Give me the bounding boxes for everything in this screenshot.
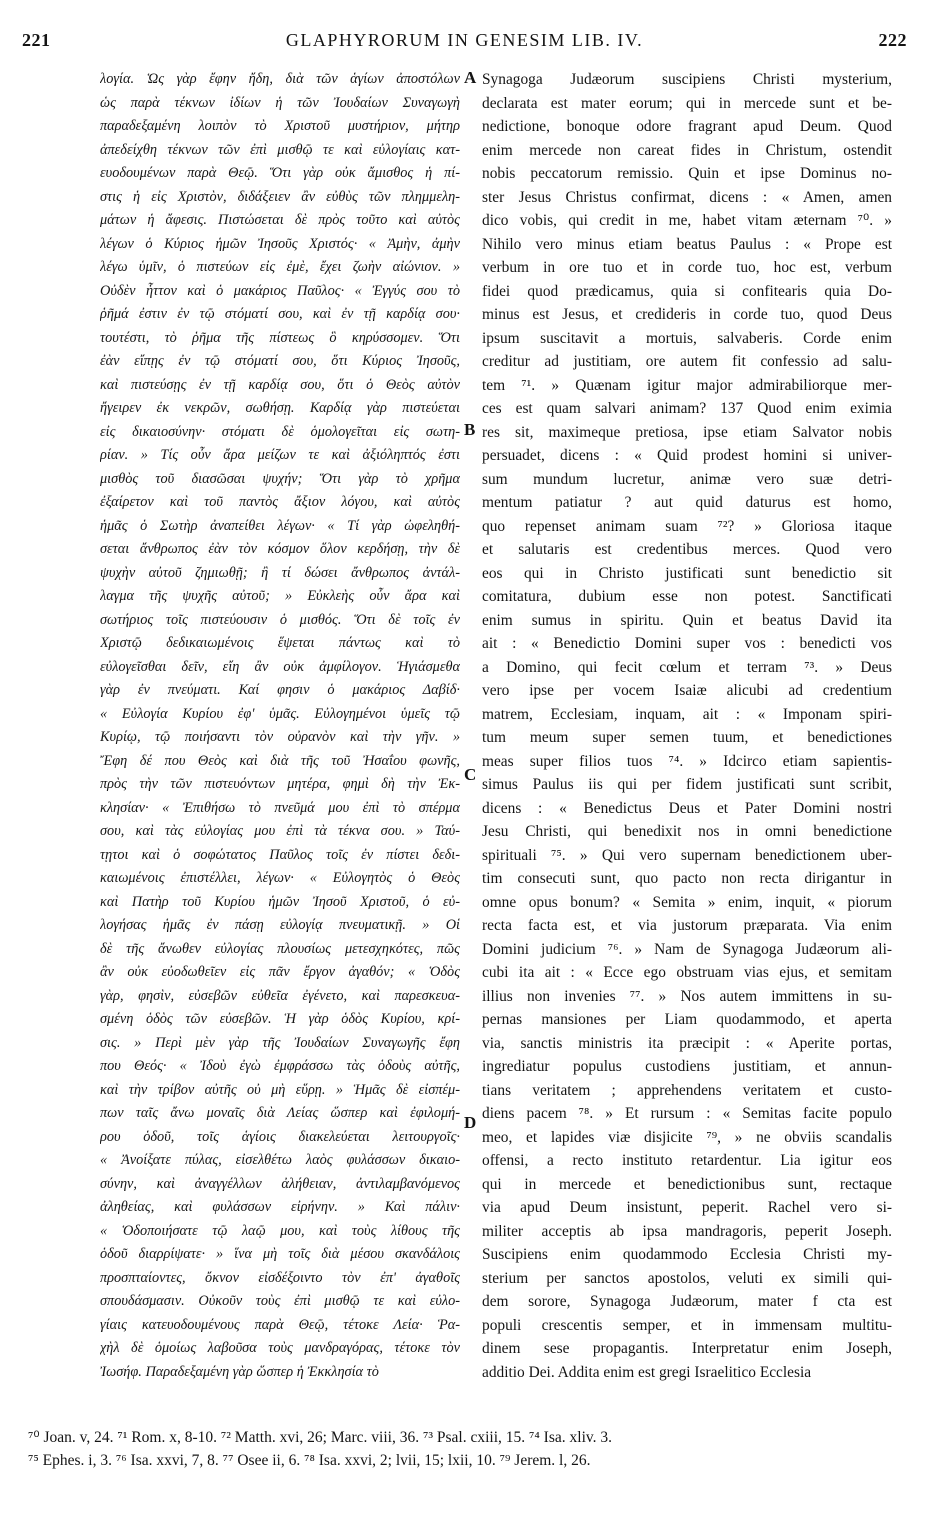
greek-line: ἀληθείας, καὶ φυλάσσων εἰρήνην. » Καὶ πάλιν·	[100, 1199, 460, 1215]
latin-line: nedictione, bonoque odore fragrant apud Deum. Quod	[482, 118, 892, 135]
margin-letter-c: C	[464, 765, 477, 784]
latin-line: pernas mansiones per Liam quodammodo, et aperta	[482, 1011, 892, 1028]
latin-line: offensi, a recto instituto retardentur. Lia igitur eos	[482, 1152, 892, 1169]
greek-line: σύνην, καὶ ἀναγγέλλων ἀλήθειαν, ἀντιλαμβανόμενος	[100, 1175, 460, 1192]
margin-letter-a: A	[464, 68, 477, 87]
greek-line: ῥῆμά ἐστιν ἐν τῷ στόματί σου, καὶ ἐν τῇ καρδίᾳ σου·	[100, 306, 460, 322]
latin-line: dico vobis, qui credit in me, habet vitam æternam ⁷⁰. »	[482, 212, 892, 229]
greek-line: λογία. Ὡς γὰρ ἔφην ἤδη, διὰ τῶν ἁγίων ἀποστόλων	[100, 71, 460, 87]
latin-line: ster Jesus Christus confirmat, dicens : « Amen, amen	[482, 188, 892, 206]
latin-line: spirituali ⁷⁵. » Qui vero supernam benedictionem uber-	[482, 846, 892, 864]
greek-line: Ἰωσήφ. Παραδεξαμένη γὰρ ὥσπερ ἡ Ἐκκλησία τὸ	[100, 1363, 379, 1380]
greek-line: ρίαν. » Τίς οὖν ἄρα μείζων τε καὶ ἀξιόληπτός ἐστι	[100, 447, 460, 463]
greek-line: « Ὁδοποιήσατε τῷ λαῷ μου, καὶ τοὺς λίθους τῆς	[100, 1222, 460, 1239]
latin-line: sum mundum lucretur, animæ vero suæ detri-	[482, 470, 892, 488]
latin-line: dinem sese propagantis. Interpretatur enim Joseph,	[482, 1340, 892, 1357]
greek-line: τῃτοι καὶ ὁ σοφώτατος Παῦλος τοῖς ἐν πίστει δεδι-	[100, 846, 460, 863]
greek-line: που Θεός· « Ἰδοὺ ἐγὼ ἐμφράσσω τὰς ὁδοὺς αὐτῆς,	[100, 1058, 460, 1074]
latin-line: dicens : « Benedictus Deus et Pater Domini nostri	[482, 799, 892, 817]
greek-line: Κυρίῳ, τῷ ποιήσαντι τὸν οὐρανὸν καὶ τὴν γῆν. »	[100, 729, 460, 745]
latin-line: illius non invenies ⁷⁷. » Nos autem immittens in su-	[482, 987, 892, 1005]
latin-line: fidei quod prædicamus, quia si confitearis quia Do-	[482, 282, 892, 300]
latin-line: Synagoga Judæorum suscipiens Christi mysterium,	[482, 71, 892, 88]
greek-line: σπουδάσμασιν. Οὐκοῦν τοὺς ἐπὶ μισθῷ τε καὶ εὐλο-	[100, 1293, 460, 1309]
latin-line: ingrediatur populus custodiens justitiam, et annun-	[482, 1058, 892, 1075]
latin-line: diens pacem ⁷⁸. » Et rursum : « Semitas facite populo	[482, 1105, 892, 1122]
latin-line: recta facta est, et via justorum præparata. Via enim	[482, 917, 892, 934]
latin-line: declarata est mater eorum; qui in mercede sunt et be-	[482, 94, 892, 112]
greek-line: εὐλογεῖσθαι δεῖν, εἴη ἂν οὐκ ἀμφίλογον. Ἡγιάσμεθα	[100, 658, 460, 675]
greek-line: λογήσας ἡμᾶς ἐν πάσῃ εὐλογίᾳ πνευματικῇ. » Οἱ	[100, 917, 460, 933]
latin-line: tians veritatem ; apprehendens veritatem et custo-	[482, 1081, 892, 1099]
latin-line: Nihilo vero minus etiam beatus Paulus : « Prope est	[482, 235, 892, 253]
latin-line: vero ipse per vocem Isaiæ alicubi ad credentium	[482, 682, 892, 699]
greek-line: Οὐδὲν ἧττον καὶ ὁ μακάριος Παῦλος· « Ἐγγύς σου τὸ	[100, 282, 460, 299]
latin-line: eos qui in Christo justificati sunt benedictio sit	[482, 564, 892, 582]
greek-line: καὶ τὴν τρίβον αὐτῆς οὐ μὴ εὕρῃ. » Ἡμᾶς δὲ εἰσπέμ-	[100, 1081, 460, 1098]
latin-line: creditur ad justitiam, ore autem fit confessio ad salu-	[482, 353, 892, 370]
greek-line: λέγων ὁ Κύριος ἡμῶν Ἰησοῦς Χριστός· « Ἀμὴν, ἀμὴν	[100, 235, 460, 252]
margin-letter-d: D	[464, 1113, 477, 1132]
latin-line: res sit, maximeque pretiosa, ipse etiam Salvator nobis	[482, 423, 892, 441]
latin-line: nobis peccatorum remissio. Quin et ipse Dominus no-	[482, 165, 892, 182]
greek-column	[100, 68, 460, 1384]
running-title: GLAPHYRORUM IN GENESIM LIB. IV.	[285, 30, 644, 50]
latin-line: enim mercede non careat fides in Christum, ostendit	[482, 141, 892, 159]
latin-line: enim sumus in spiritu. Quin et beatus David ita	[482, 611, 892, 629]
latin-line: ipsum suscitavit a mortuis, salvaberis. Corde enim	[482, 329, 892, 347]
latin-line: Suscipiens enim quodammodo Ecclesia Christi my-	[482, 1246, 892, 1263]
greek-line: μάτων ἡ ἄφεσις. Πιστώσεται δὲ πρὸς τοῦτο καὶ αὐτὸς	[100, 212, 460, 228]
latin-line: ait : « Benedictio Domini super vos : benedicti vos	[482, 635, 892, 652]
greek-line: λαγμα τῆς ψυχῆς αὐτοῦ; » Εὐκλεὴς οὖν ἄρα καὶ	[100, 588, 460, 604]
running-header	[22, 30, 907, 58]
greek-line: στις ἡ εἰς Χριστὸν, διδάξειεν ἂν εὐθὺς τῶν πλημμελη-	[100, 188, 460, 205]
latin-line: qui in mercede et benedictionibus sunt, rectaque	[482, 1175, 892, 1193]
greek-line: γὰρ ἐν πνεύματι. Καί φησιν ὁ μακάριος Δαβίδ·	[100, 682, 460, 698]
greek-line: καὶ πιστεύσῃς ἐν τῇ καρδίᾳ σου, ὅτι ὁ Θεὸς αὐτὸν	[100, 376, 460, 393]
greek-line: « Εὐλογία Κυρίου ἐφ' ὑμᾶς. Εὐλογημένοι ὑμεῖς τῷ	[100, 705, 460, 722]
latin-line: tum meum super semen tuum, et benedictiones	[482, 729, 892, 746]
greek-line: ὁδοῦ διαρρίψατε· » ἵνα μὴ τοῖς διὰ μέσου σκανδάλοις	[100, 1246, 460, 1262]
greek-line: ἡμᾶς ὁ Σωτὴρ ἀναπείθει λέγων· « Τί γὰρ ὠφεληθή-	[100, 517, 460, 534]
latin-line: comitatura, dubium esse non potest. Sanctificati	[482, 588, 892, 605]
greek-line: ἐξαίρετον καὶ τοῦ παντὸς ἄξιον λόγου, καὶ αὐτὸς	[100, 494, 460, 510]
greek-line: ὡς παρὰ τέκνων ἰδίων ἡ τῶν Ἰουδαίων Συναγωγὴ	[100, 94, 460, 111]
latin-line: et salutaris est credentibus merces. Quod vero	[482, 541, 892, 558]
greek-line: γίαις κατευοδουμένους παρὰ Θεῷ, τέτοκε Λεία· Ῥα-	[100, 1316, 460, 1333]
latin-line: minus est Jesus, et credideris in corde tuo, quod Deus	[482, 306, 892, 323]
latin-line: via apud Deum insistunt, peperit. Rachel vero si-	[482, 1199, 892, 1216]
greek-line: ευοδουμένων παρὰ Θεῷ. Ὅτι γὰρ οὐκ ἄμισθος ἡ πί-	[100, 165, 460, 181]
greek-line: ψυχὴν αὐτοῦ ζημιωθῇ; ἢ τί δώσει ἄνθρωπος ἀντάλ-	[100, 564, 460, 581]
latin-line: omne opus bonum? « Semita » enim, inquit, « piorum	[482, 893, 892, 911]
footnotes-line-1: ⁷⁰ Joan. v, 24. ⁷¹ Rom. x, 8-10. ⁷² Matth. xvi, 26; Marc. viii, 36. ⁷³ Psal. cxiii, 15. ⁷⁴ Isa. xliv. 3.	[28, 1429, 612, 1446]
page-number-left: 221	[22, 30, 51, 50]
greek-line: γὰρ, φησὶν, εὐσεβῶν εὐθεῖα ἐγένετο, καὶ παρεσκευα-	[100, 987, 460, 1004]
greek-line: λέγω ὑμῖν, ὁ πιστεύων εἰς ἐμὲ, ἔχει ζωὴν αἰώνιον. »	[100, 259, 460, 275]
latin-line: meo, et lapides viæ disjicite ⁷⁹, » ne obviis scandalis	[482, 1128, 892, 1146]
greek-line: σις. » Περὶ μὲν γὰρ τῆς Ἰουδαίων Συναγωγῆς ἔφη	[100, 1034, 460, 1051]
latin-line: dem sorore, Synagoga Judæorum, mater f cta est	[482, 1293, 892, 1310]
margin-letter-b: B	[464, 420, 476, 439]
greek-line: ἐὰν εἴπῃς ἐν τῷ στόματί σου, ὅτι Κύριος Ἰησοῦς,	[100, 353, 460, 369]
greek-line: πρὸς τὴν τῶν πιστευόντων μητέρα, φημὶ δὴ τὴν Ἐκ-	[100, 776, 460, 792]
latin-line: populi crescentis semper, et in immensam multitu-	[482, 1316, 892, 1334]
latin-line: via, sanctis ministris ita præcipit : « Aperite portas,	[482, 1034, 892, 1052]
latin-line: simus Paulus iis qui per fidem justificati sunt scribit,	[482, 776, 892, 793]
greek-line: ἂν οὐκ εὐοδωθεῖεν εἰς πᾶν ἔργον ἀγαθόν; « Ὁδὸς	[100, 964, 460, 980]
greek-line: δὲ τῆς ἄνωθεν εὐλογίας πλουσίως μετεσχηκότες, πῶς	[100, 940, 460, 957]
greek-line: εἰς δικαιοσύνην· στόματι δὲ ὁμολογεῖται εἰς σωτη-	[100, 423, 460, 440]
page-number-right: 222	[878, 30, 907, 50]
greek-line: τουτέστι, τὸ ῥῆμα τῆς πίστεως ὃ κηρύσσομεν. Ὅτι	[100, 329, 460, 346]
greek-line: χὴλ δὲ ὁμοίως λαβοῦσα τοὺς μανδραγόρας, τέτοκε τὸν	[100, 1340, 460, 1356]
latin-line: militer acceptis ab ipsa mandragoris, peperit Joseph.	[482, 1222, 892, 1240]
latin-line: tem ⁷¹. » Quænam igitur major admirabiliorque mer-	[482, 376, 892, 394]
greek-line: καιωμένοις ἐπιστέλλει, λέγων· « Εὐλογητὸς ὁ Θεὸς	[100, 870, 460, 886]
latin-line: cubi ita ait : « Ecce ego obstruam vias ejus, et semitam	[482, 964, 892, 981]
greek-line: πων ταῖς ἄνω μοναῖς διὰ Λείας ὥσπερ καὶ ἐφιλομή-	[100, 1105, 460, 1121]
greek-line: μισθὸς τοῦ διασῶσαι ψυχήν; Ὅτι γὰρ τὸ χρῆμα	[100, 470, 460, 487]
greek-line: προσπταίοντες, ὄκνον εἰσδέξοιντο τὸν ἐπ' ἀγαθοῖς	[100, 1269, 460, 1286]
latin-line: additio Dei. Addita enim est gregi Israelitico Ecclesia	[482, 1363, 812, 1381]
latin-line: Jesu Christi, qui benedixit nos in omni benedictione	[482, 823, 892, 840]
greek-line: καὶ Πατὴρ τοῦ Κυρίου ἡμῶν Ἰησοῦ Χριστοῦ, ὁ εὐ-	[100, 893, 460, 910]
greek-line: Χριστῷ δεδικαιωμένοις ἕψεται πάντως καὶ τὸ	[100, 635, 460, 651]
greek-line: ἀπεδείχθη τέκνων τῶν ἐπὶ μισθῷ τε καὶ εὐλογίαις κατ-	[100, 141, 460, 158]
latin-line: matrem, Ecclesiam, inquam, ait : « Imponam spiri-	[482, 705, 892, 723]
latin-line: sterium per sanctos apostolos, veluti ex simili qui-	[482, 1269, 892, 1287]
latin-column	[482, 68, 892, 1384]
latin-line: Domini judicium ⁷⁶. » Nam de Synagoga Judæorum ali-	[482, 940, 892, 958]
greek-line: παραδεξαμένη λοιπὸν τὸ Χριστοῦ μυστήριον, μήτηρ	[100, 118, 460, 134]
latin-line: meas super filios tuos ⁷⁴. » Idcirco etiam sapientis-	[482, 752, 892, 770]
greek-line: κλησίαν· « Ἐπιθήσω τὸ πνεῦμά μου ἐπὶ τὸ σπέρμα	[100, 799, 460, 816]
greek-line: σωτήριος τοῖς πιστεύουσιν ὁ μισθός. Ὅτι δὲ τοῖς ἐν	[100, 611, 460, 628]
latin-line: tim consecuti sunt, quo pacto non recta dirigantur in	[482, 870, 892, 887]
latin-line: a Domino, qui fecit cœlum et terram ⁷³. » Deus	[482, 658, 892, 676]
latin-line: mentum patiatur ? aut quid daturus est homo,	[482, 494, 892, 511]
greek-line: σμένη ὁδὸς τῶν εὐσεβῶν. Ἡ γὰρ ὁδὸς Κυρίου, κρί-	[100, 1011, 460, 1027]
footnotes-line-2: ⁷⁵ Ephes. i, 3. ⁷⁶ Isa. xxvi, 7, 8. ⁷⁷ Osee ii, 6. ⁷⁸ Isa. xxvi, 2; lvii, 15; lxii, 10. ⁷⁹ Jerem. l, 26.	[28, 1452, 591, 1469]
greek-line: ρου ὁδοῦ, τοῖς ἁγίοις διακελεύεται λειτουργοῖς·	[100, 1128, 460, 1145]
greek-line: σου, καὶ τὰς εὐλογίας μου ἐπὶ τὰ τέκνα σου. » Ταύ-	[100, 823, 460, 839]
greek-line: Ἔφη δέ που Θεὸς καὶ διὰ τῆς τοῦ Ἠσαΐου φωνῆς,	[100, 752, 460, 769]
latin-line: quo repenset animam suam ⁷²? » Gloriosa itaque	[482, 517, 892, 535]
latin-line: verbum in ore tuo et in corde tuo, hoc est, verbum	[482, 259, 892, 276]
greek-line: σεται ἄνθρωπος ἐὰν τὸν κόσμον ὅλον κερδήσῃ, τὴν δὲ	[100, 541, 460, 557]
latin-line: ces est quam salvari animam? 137 Quod enim eximia	[482, 400, 892, 417]
greek-line: ἤγειρεν ἐκ νεκρῶν, σωθήσῃ. Καρδίᾳ γὰρ πιστεύεται	[100, 400, 460, 416]
greek-line: « Ἀνοίξατε πύλας, εἰσελθέτω λαὸς φυλάσσων δικαιο-	[100, 1152, 460, 1168]
latin-line: persuadet, dicens : « Quid prodest homini si univer-	[482, 447, 892, 464]
